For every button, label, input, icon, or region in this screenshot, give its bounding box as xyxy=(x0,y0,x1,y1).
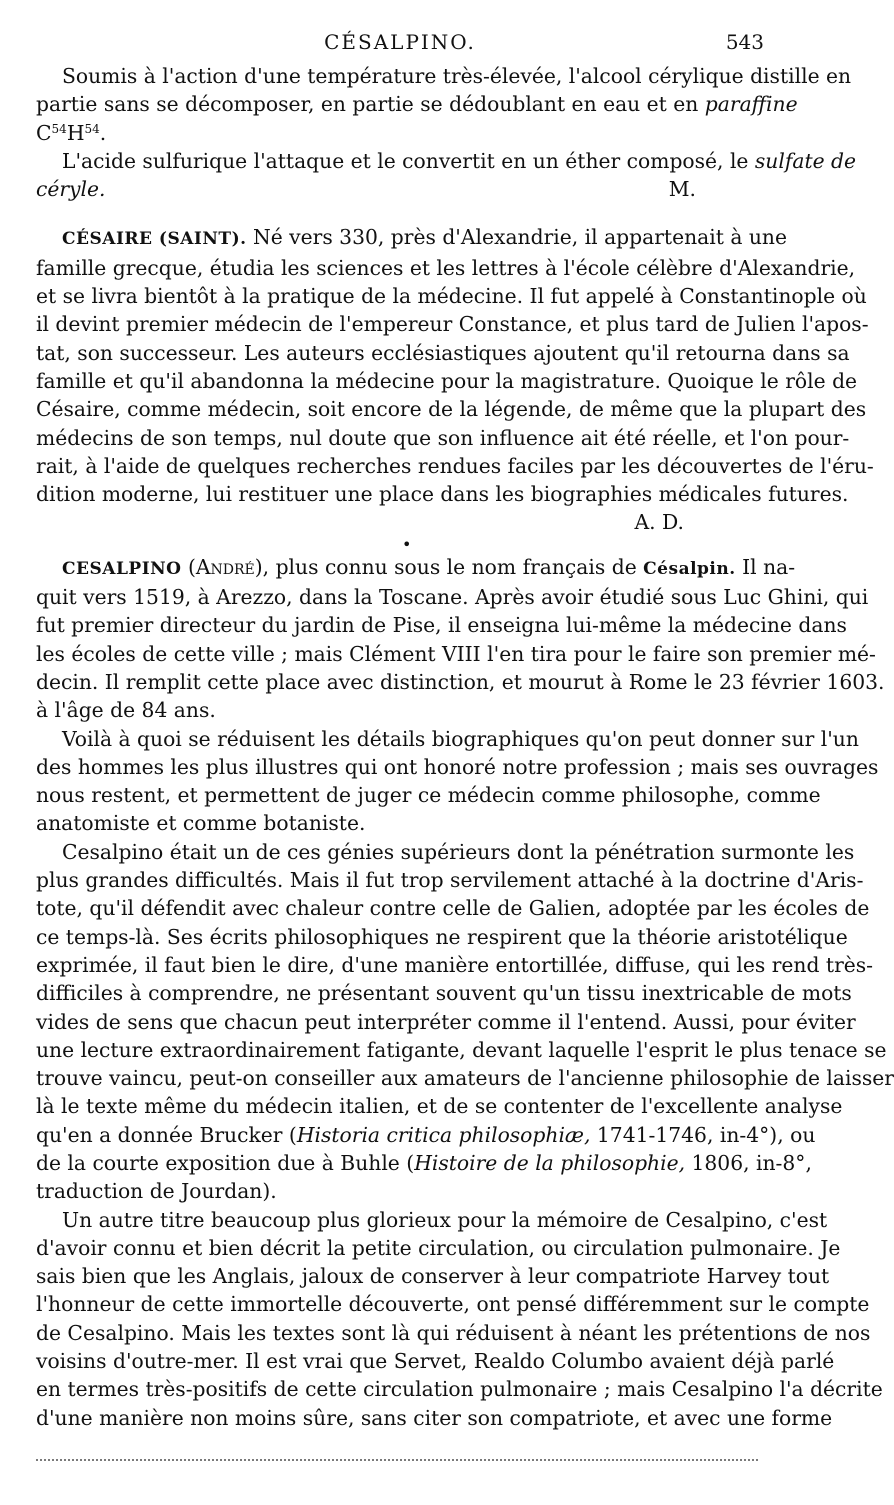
text-line: à l'âge de 84 ans. xyxy=(36,698,216,723)
text-line: des hommes les plus illustres qui ont honoré notre profession ; mais ses ouvrages xyxy=(36,754,879,779)
text-line: nous restent, et permettent de juger ce médecin comme philosophe, comme xyxy=(36,783,821,808)
text-line: d'une manière non moins sûre, sans citer son compatriote, et avec une forme xyxy=(36,1405,833,1430)
text-line: Cesalpino était un de ces génies supérieurs dont la pénétration surmonte les xyxy=(62,839,855,864)
text-line xyxy=(36,223,787,253)
french-name: Césalpin. xyxy=(643,558,736,579)
text-line xyxy=(36,1121,816,1149)
text-line: plus grandes difficultés. Mais il fut trop servilement attaché à la doctrine d'Aris- xyxy=(36,868,864,893)
paragraph xyxy=(36,553,885,725)
text-line: là le texte même du médecin italien, et de se contenter de l'excellente analyse xyxy=(36,1094,843,1119)
text-line: tat, son successeur. Les auteurs ecclésiastiques ajoutent qu'il retourna dans sa xyxy=(36,340,850,365)
entry-headword: CESALPINO xyxy=(62,558,182,579)
author-signature: M. xyxy=(668,177,696,202)
text-line: famille et qu'il abandonna la médecine pour la magistrature. Quoique le rôle de xyxy=(36,368,858,393)
book-title: Historia critica philosophiæ, xyxy=(296,1122,591,1147)
italic-term: paraffine xyxy=(704,92,798,117)
footer-dotted-rule xyxy=(36,1459,758,1461)
text-line: ce temps-là. Ses écrits philosophiques ne respirent que la théorie aristotélique xyxy=(36,924,848,949)
article-cesaire xyxy=(36,223,874,536)
italic-term: céryle. xyxy=(36,177,106,202)
text-line: tote, qu'il défendit avec chaleur contre celle de Galien, adoptée par les écoles de xyxy=(36,896,870,921)
text-line: voisins d'outre-mer. Il est vrai que Servet, Realdo Columbo avaient déjà parlé xyxy=(36,1349,835,1374)
text-line xyxy=(36,175,758,203)
text-line xyxy=(36,147,857,175)
text-line: de Cesalpino. Mais les textes sont là qui réduisent à néant les prétentions de nos xyxy=(36,1320,871,1345)
chemical-formula xyxy=(36,119,758,147)
paragraph xyxy=(36,1206,883,1432)
text-line: en termes très-positifs de cette circulation pulmonaire ; mais Cesalpino l'a décrite xyxy=(36,1377,883,1402)
running-title: CÉSALPINO. xyxy=(324,30,476,54)
text-run: de la courte exposition due à Buhle ( xyxy=(36,1150,415,1175)
section-gap xyxy=(36,203,758,223)
text-line: vides de sens que chacun peut interpréter comme il l'entend. Aussi, pour éviter xyxy=(36,1009,856,1034)
text-line: les écoles de cette ville ; mais Clément VIII l'en tira pour le faire son premier mé- xyxy=(36,641,876,666)
paragraph xyxy=(36,147,857,204)
text-line: il devint premier médecin de l'empereur Constance, et plus tard de Julien l'apos- xyxy=(36,312,869,337)
text-run: Né vers 330, près d'Alexandrie, il appartenait à une xyxy=(246,225,787,250)
text-run: 1741-1746, in-4°), ou xyxy=(590,1122,816,1147)
text-run: plus connu sous le nom français de xyxy=(275,554,644,579)
text-line: CESALPINO (André), plus connu sous le nom français de Césalpin. Il na- xyxy=(62,554,796,579)
text-line: trouve vaincu, peut-on conseiller aux amateurs de l'ancienne philosophie de laisser xyxy=(36,1066,894,1091)
formula-end: . xyxy=(99,120,107,145)
text-line xyxy=(36,1149,812,1177)
text-line: sais bien que les Anglais, jaloux de conserver à leur compatriote Harvey tout xyxy=(36,1264,830,1289)
text-line: anatomiste et comme botaniste. xyxy=(36,811,366,836)
text-line: dition moderne, lui restituer une place dans les biographies médicales futures. xyxy=(36,482,849,507)
formula-subscript: 54 xyxy=(51,121,67,136)
text-line: quit vers 1519, à Arezzo, dans la Toscane. Après avoir étudié sous Luc Ghini, qui xyxy=(36,585,869,610)
body-text xyxy=(36,62,894,1432)
text-line: une lecture extraordinairement fatigante, devant laquelle l'esprit le plus tenace se xyxy=(36,1037,887,1062)
text-run: qu'en a donnée Brucker ( xyxy=(36,1122,297,1147)
text-line: rait, à l'aide de quelques recherches rendues faciles par les découvertes de l'éru- xyxy=(36,453,874,478)
running-header xyxy=(0,30,800,58)
entry-headword: CÉSAIRE (SAINT). xyxy=(62,229,247,250)
text-run: L'acide sulfurique l'attaque et le convertit en un éther composé, le xyxy=(62,148,755,173)
text-run: partie sans se décomposer, en partie se dédoublant en eau et en xyxy=(36,92,705,117)
text-line: decin. Il remplit cette place avec distinction, et mourut à Rome le 23 février 1603. xyxy=(36,669,885,694)
text-line: Un autre titre beaucoup plus glorieux pour la mémoire de Cesalpino, c'est xyxy=(62,1207,828,1232)
article-ceryle-continuation xyxy=(36,62,857,203)
book-title: Histoire de la philosophie, xyxy=(414,1150,686,1175)
text-run: 1806, in-8°, xyxy=(685,1150,812,1175)
text-line: fut premier directeur du jardin de Pise, il enseigna lui-même la médecine dans xyxy=(36,613,847,638)
article-cesalpino xyxy=(36,553,894,1432)
text-line: traduction de Jourdan). xyxy=(36,1179,277,1204)
page-number: 543 xyxy=(725,30,764,54)
text-line xyxy=(36,90,798,118)
text-line: exprimée, il faut bien le dire, d'une manière entortillée, diffuse, qui les rend très- xyxy=(36,952,874,977)
text-line: Césaire, comme médecin, soit encore de la légende, de même que la plupart des xyxy=(36,397,867,422)
author-signature: A. D. xyxy=(634,510,684,535)
text-line: médecins de son temps, nul doute que son influence ait été réelle, et l'on pour- xyxy=(36,425,850,450)
text-run: Il na- xyxy=(735,554,796,579)
formula-element: C xyxy=(36,120,52,145)
paragraph xyxy=(36,838,894,1206)
text-line: l'honneur de cette immortelle découverte, ont pensé différemment sur le compte xyxy=(36,1292,870,1317)
paragraph xyxy=(36,62,852,147)
entry-first-name: André xyxy=(195,554,255,579)
text-line: Soumis à l'action d'une température très-élevée, l'alcool cérylique distille en xyxy=(62,64,852,88)
italic-term: sulfate de xyxy=(754,148,857,173)
paragraph xyxy=(36,725,879,838)
paragraph xyxy=(36,223,874,536)
text-line: Voilà à quoi se réduisent les détails biographiques qu'on peut donner sur l'un xyxy=(62,726,859,751)
text-line: d'avoir connu et bien décrit la petite circulation, ou circulation pulmonaire. Je xyxy=(36,1235,841,1260)
text-line: difficiles à comprendre, ne présentant souvent qu'un tissu inextricable de mots xyxy=(36,981,852,1006)
formula-subscript: 54 xyxy=(84,121,100,136)
separator-dot: • xyxy=(402,534,412,554)
text-line: et se livra bientôt à la pratique de la médecine. Il fut appelé à Constantinople où xyxy=(36,284,867,309)
text-line: famille grecque, étudia les sciences et les lettres à l'école célèbre d'Alexandrie, xyxy=(36,255,856,280)
formula-element: H xyxy=(66,120,85,145)
